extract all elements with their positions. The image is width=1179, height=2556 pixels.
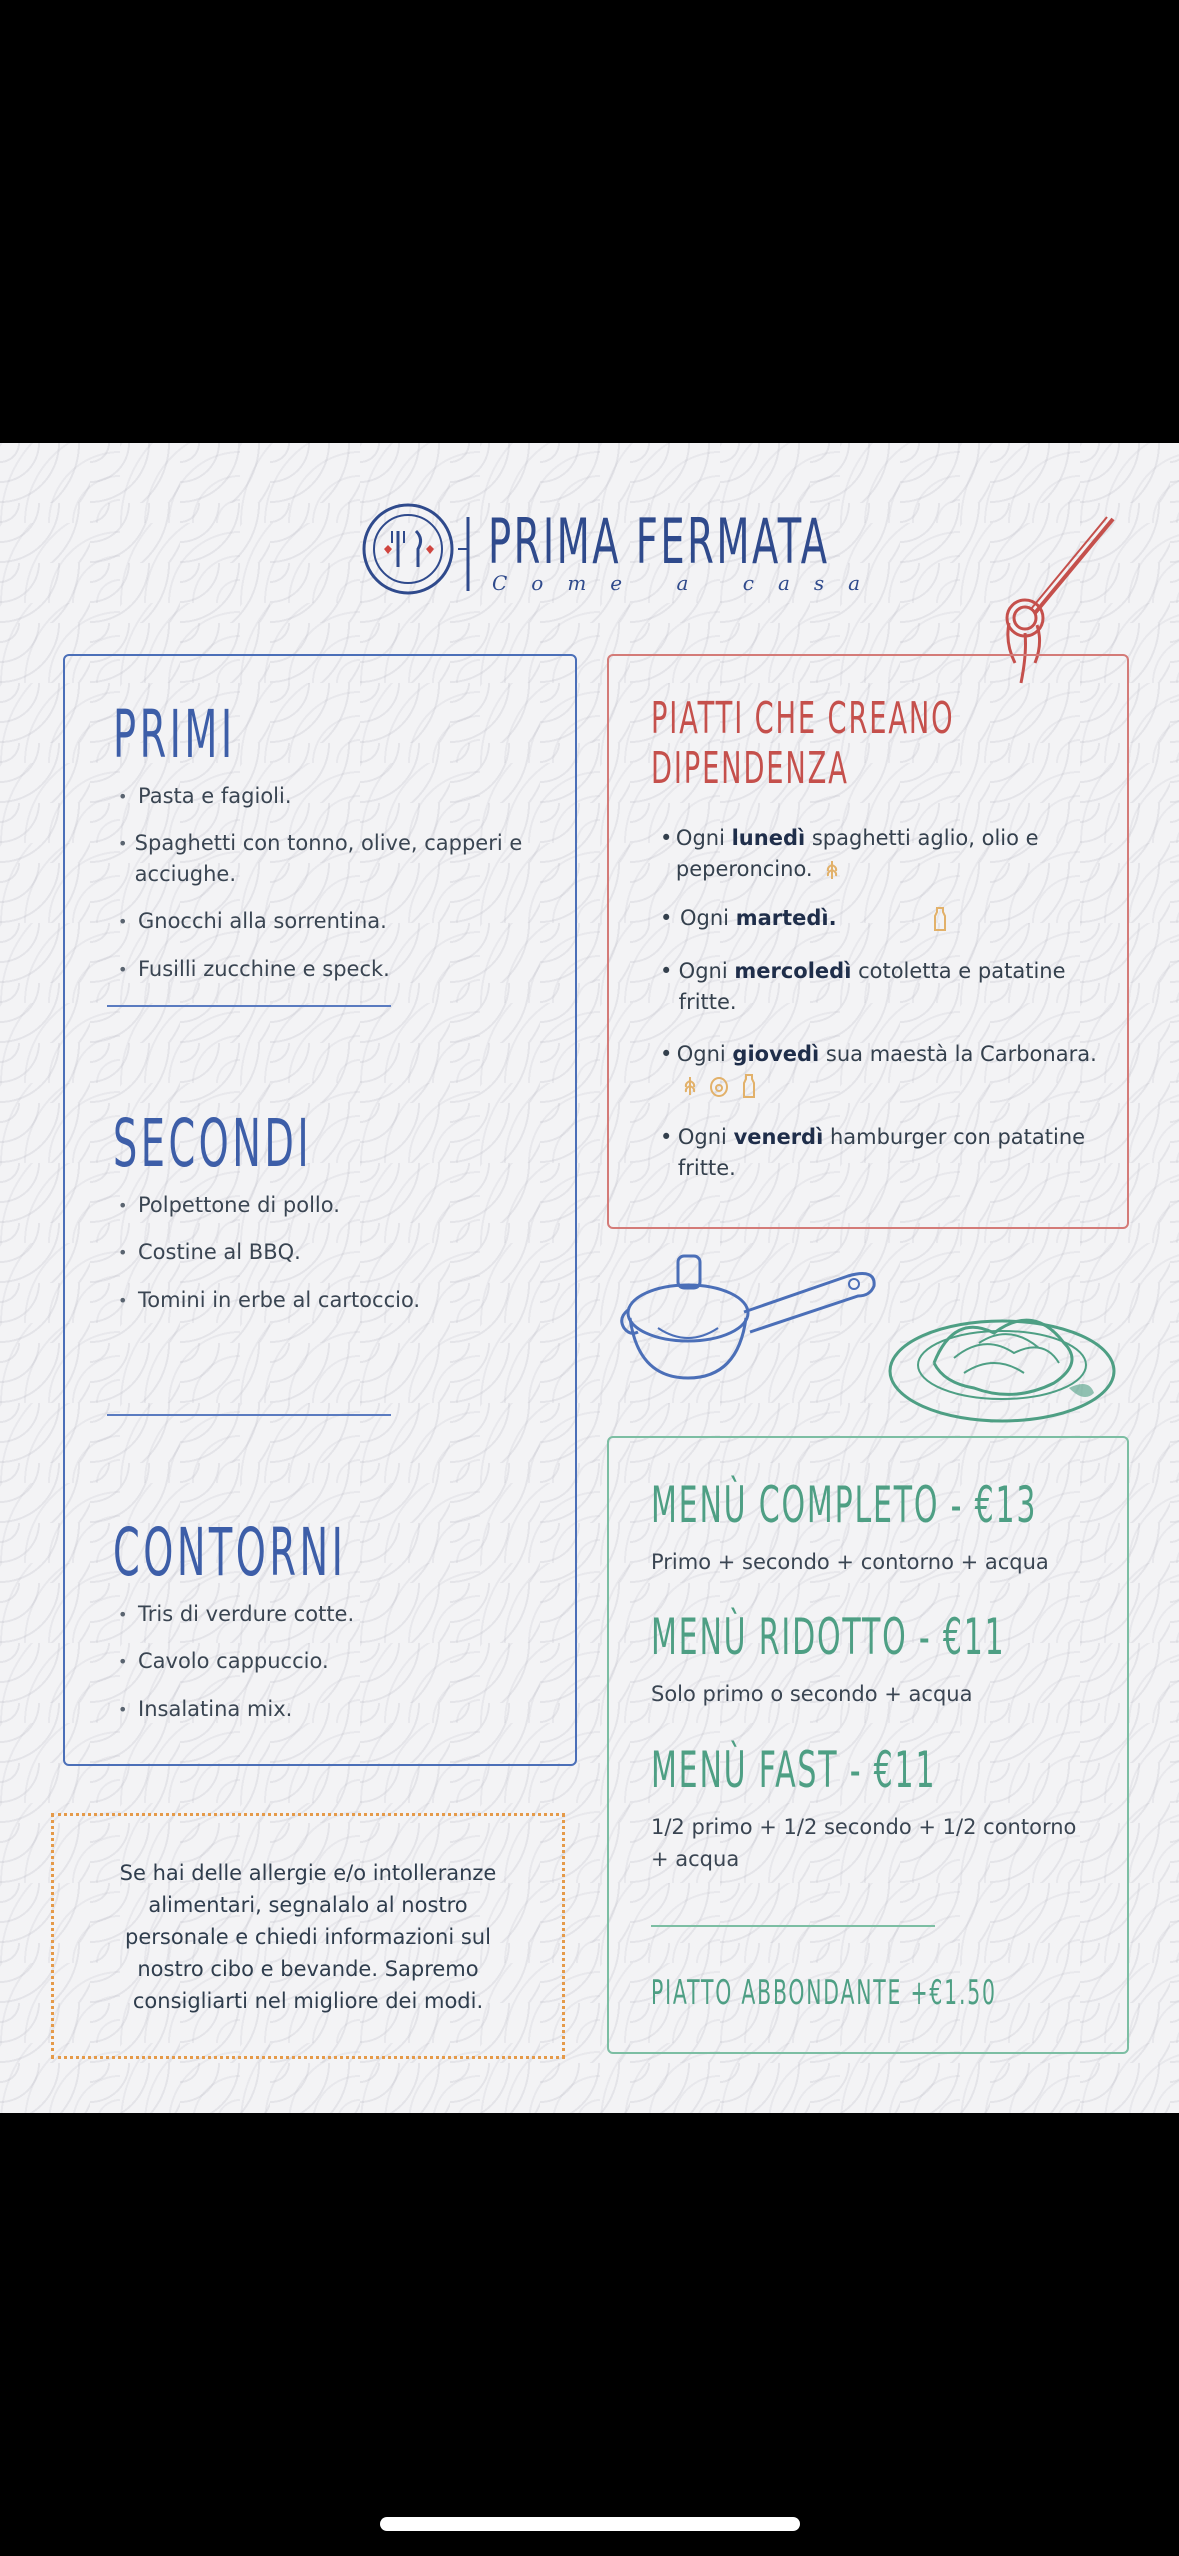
bullet-icon: • bbox=[118, 1196, 128, 1215]
pan-icon bbox=[618, 1228, 883, 1398]
menu-ridotto-title: MENÙ RIDOTTO - €11 bbox=[651, 1608, 1006, 1666]
secondi-item: Tomini in erbe al cartoccio. bbox=[138, 1288, 421, 1312]
secondi-item: Costine al BBQ. bbox=[138, 1240, 301, 1264]
list-item bbox=[660, 903, 1100, 934]
divider bbox=[107, 1005, 391, 1007]
contorni-item: Insalatina mix. bbox=[138, 1697, 293, 1721]
special-tuesday: Ogni martedì. bbox=[680, 903, 947, 934]
bullet-icon: • bbox=[660, 1125, 673, 1149]
logo-subtitle: Come a casa bbox=[492, 571, 885, 595]
primi-item: Pasta e fagioli. bbox=[138, 784, 292, 808]
secondi-title: SECONDI bbox=[113, 1105, 313, 1182]
divider bbox=[651, 1925, 935, 1927]
list-item bbox=[118, 828, 548, 890]
bullet-icon: • bbox=[118, 787, 128, 806]
bullet-icon: • bbox=[660, 826, 673, 850]
milk-bottle-icon bbox=[933, 906, 947, 932]
specials-title-line2: DIPENDENZA bbox=[651, 743, 849, 794]
menu-page bbox=[0, 443, 1179, 2113]
special-friday: Ogni venerdì hamburger con patatine fritte. bbox=[677, 1125, 1086, 1180]
bullet-icon: • bbox=[118, 1291, 128, 1310]
allergy-note: Se hai delle allergie e/o intolleranze alimentari, segnalalo al nostro personale e chiedi informazioni sul nostro cibo e bevande. Sapremo consigliarti nel migliore dei modi. bbox=[119, 1861, 497, 2013]
bullet-icon: • bbox=[118, 912, 128, 931]
list-item bbox=[660, 956, 1100, 1018]
list-item bbox=[118, 1646, 548, 1677]
list-item bbox=[118, 1190, 548, 1221]
bullet-icon: • bbox=[660, 906, 673, 930]
secondi-item: Polpettone di pollo. bbox=[138, 1193, 340, 1217]
special-thursday: Ogni giovedì sua maestà la Carbonara. bbox=[677, 1039, 1100, 1101]
wheat-icon bbox=[825, 859, 839, 881]
menu-completo-desc: Primo + secondo + contorno + acqua bbox=[651, 1550, 1049, 1574]
list-item bbox=[118, 781, 548, 812]
special-monday: Ogni lunedì spaghetti aglio, olio e peperoncino. bbox=[675, 826, 1039, 881]
abbondante-label: PIATTO ABBONDANTE +€1.50 bbox=[651, 1973, 997, 2013]
bullet-icon: • bbox=[118, 834, 128, 853]
list-item bbox=[118, 1285, 548, 1316]
primi-item: Fusilli zucchine e speck. bbox=[138, 957, 390, 981]
contorni-title: CONTORNI bbox=[113, 1514, 347, 1591]
divider bbox=[107, 1414, 391, 1416]
pasta-plate-icon bbox=[884, 1293, 1120, 1429]
bullet-icon: • bbox=[118, 1652, 128, 1671]
list-item bbox=[660, 1122, 1100, 1184]
bullet-icon: • bbox=[118, 1605, 128, 1624]
bullet-icon: • bbox=[118, 1243, 128, 1262]
menu-fast-title: MENÙ FAST - €11 bbox=[651, 1741, 937, 1799]
bullet-icon: • bbox=[660, 959, 673, 983]
menu-fast-desc: 1/2 primo + 1/2 secondo + 1/2 contorno + acqua bbox=[651, 1815, 1077, 1871]
list-item bbox=[118, 1599, 548, 1630]
contorni-item: Tris di verdure cotte. bbox=[138, 1602, 355, 1626]
specials-title-line1: PIATTI CHE CREANO bbox=[651, 693, 955, 744]
special-wednesday: Ogni mercoledì cotoletta e patatine fritte. bbox=[678, 959, 1066, 1014]
primi-item: Gnocchi alla sorrentina. bbox=[138, 909, 387, 933]
menu-ridotto-desc: Solo primo o secondo + acqua bbox=[651, 1682, 973, 1706]
bullet-icon: • bbox=[118, 960, 128, 979]
menu-completo-title: MENÙ COMPLETO - €13 bbox=[651, 1476, 1038, 1534]
primi-title: PRIMI bbox=[113, 696, 236, 773]
wheat-icon bbox=[683, 1075, 697, 1097]
list-item bbox=[118, 906, 548, 937]
list-item bbox=[118, 1694, 548, 1725]
list-item bbox=[118, 954, 548, 985]
plate-logo-icon bbox=[358, 499, 488, 609]
primi-item: Spaghetti con tonno, olive, capperi e acciughe. bbox=[134, 831, 523, 886]
home-indicator[interactable] bbox=[380, 2517, 800, 2531]
contorni-item: Cavolo cappuccio. bbox=[138, 1649, 329, 1673]
bullet-icon: • bbox=[118, 1700, 128, 1719]
list-item bbox=[660, 1039, 1100, 1101]
logo-title: PRIMA FERMATA bbox=[488, 505, 830, 578]
list-item bbox=[660, 823, 1100, 885]
milk-bottle-icon bbox=[742, 1073, 756, 1099]
list-item bbox=[118, 1237, 548, 1268]
bullet-icon: • bbox=[660, 1042, 673, 1066]
egg-icon bbox=[709, 1075, 729, 1097]
